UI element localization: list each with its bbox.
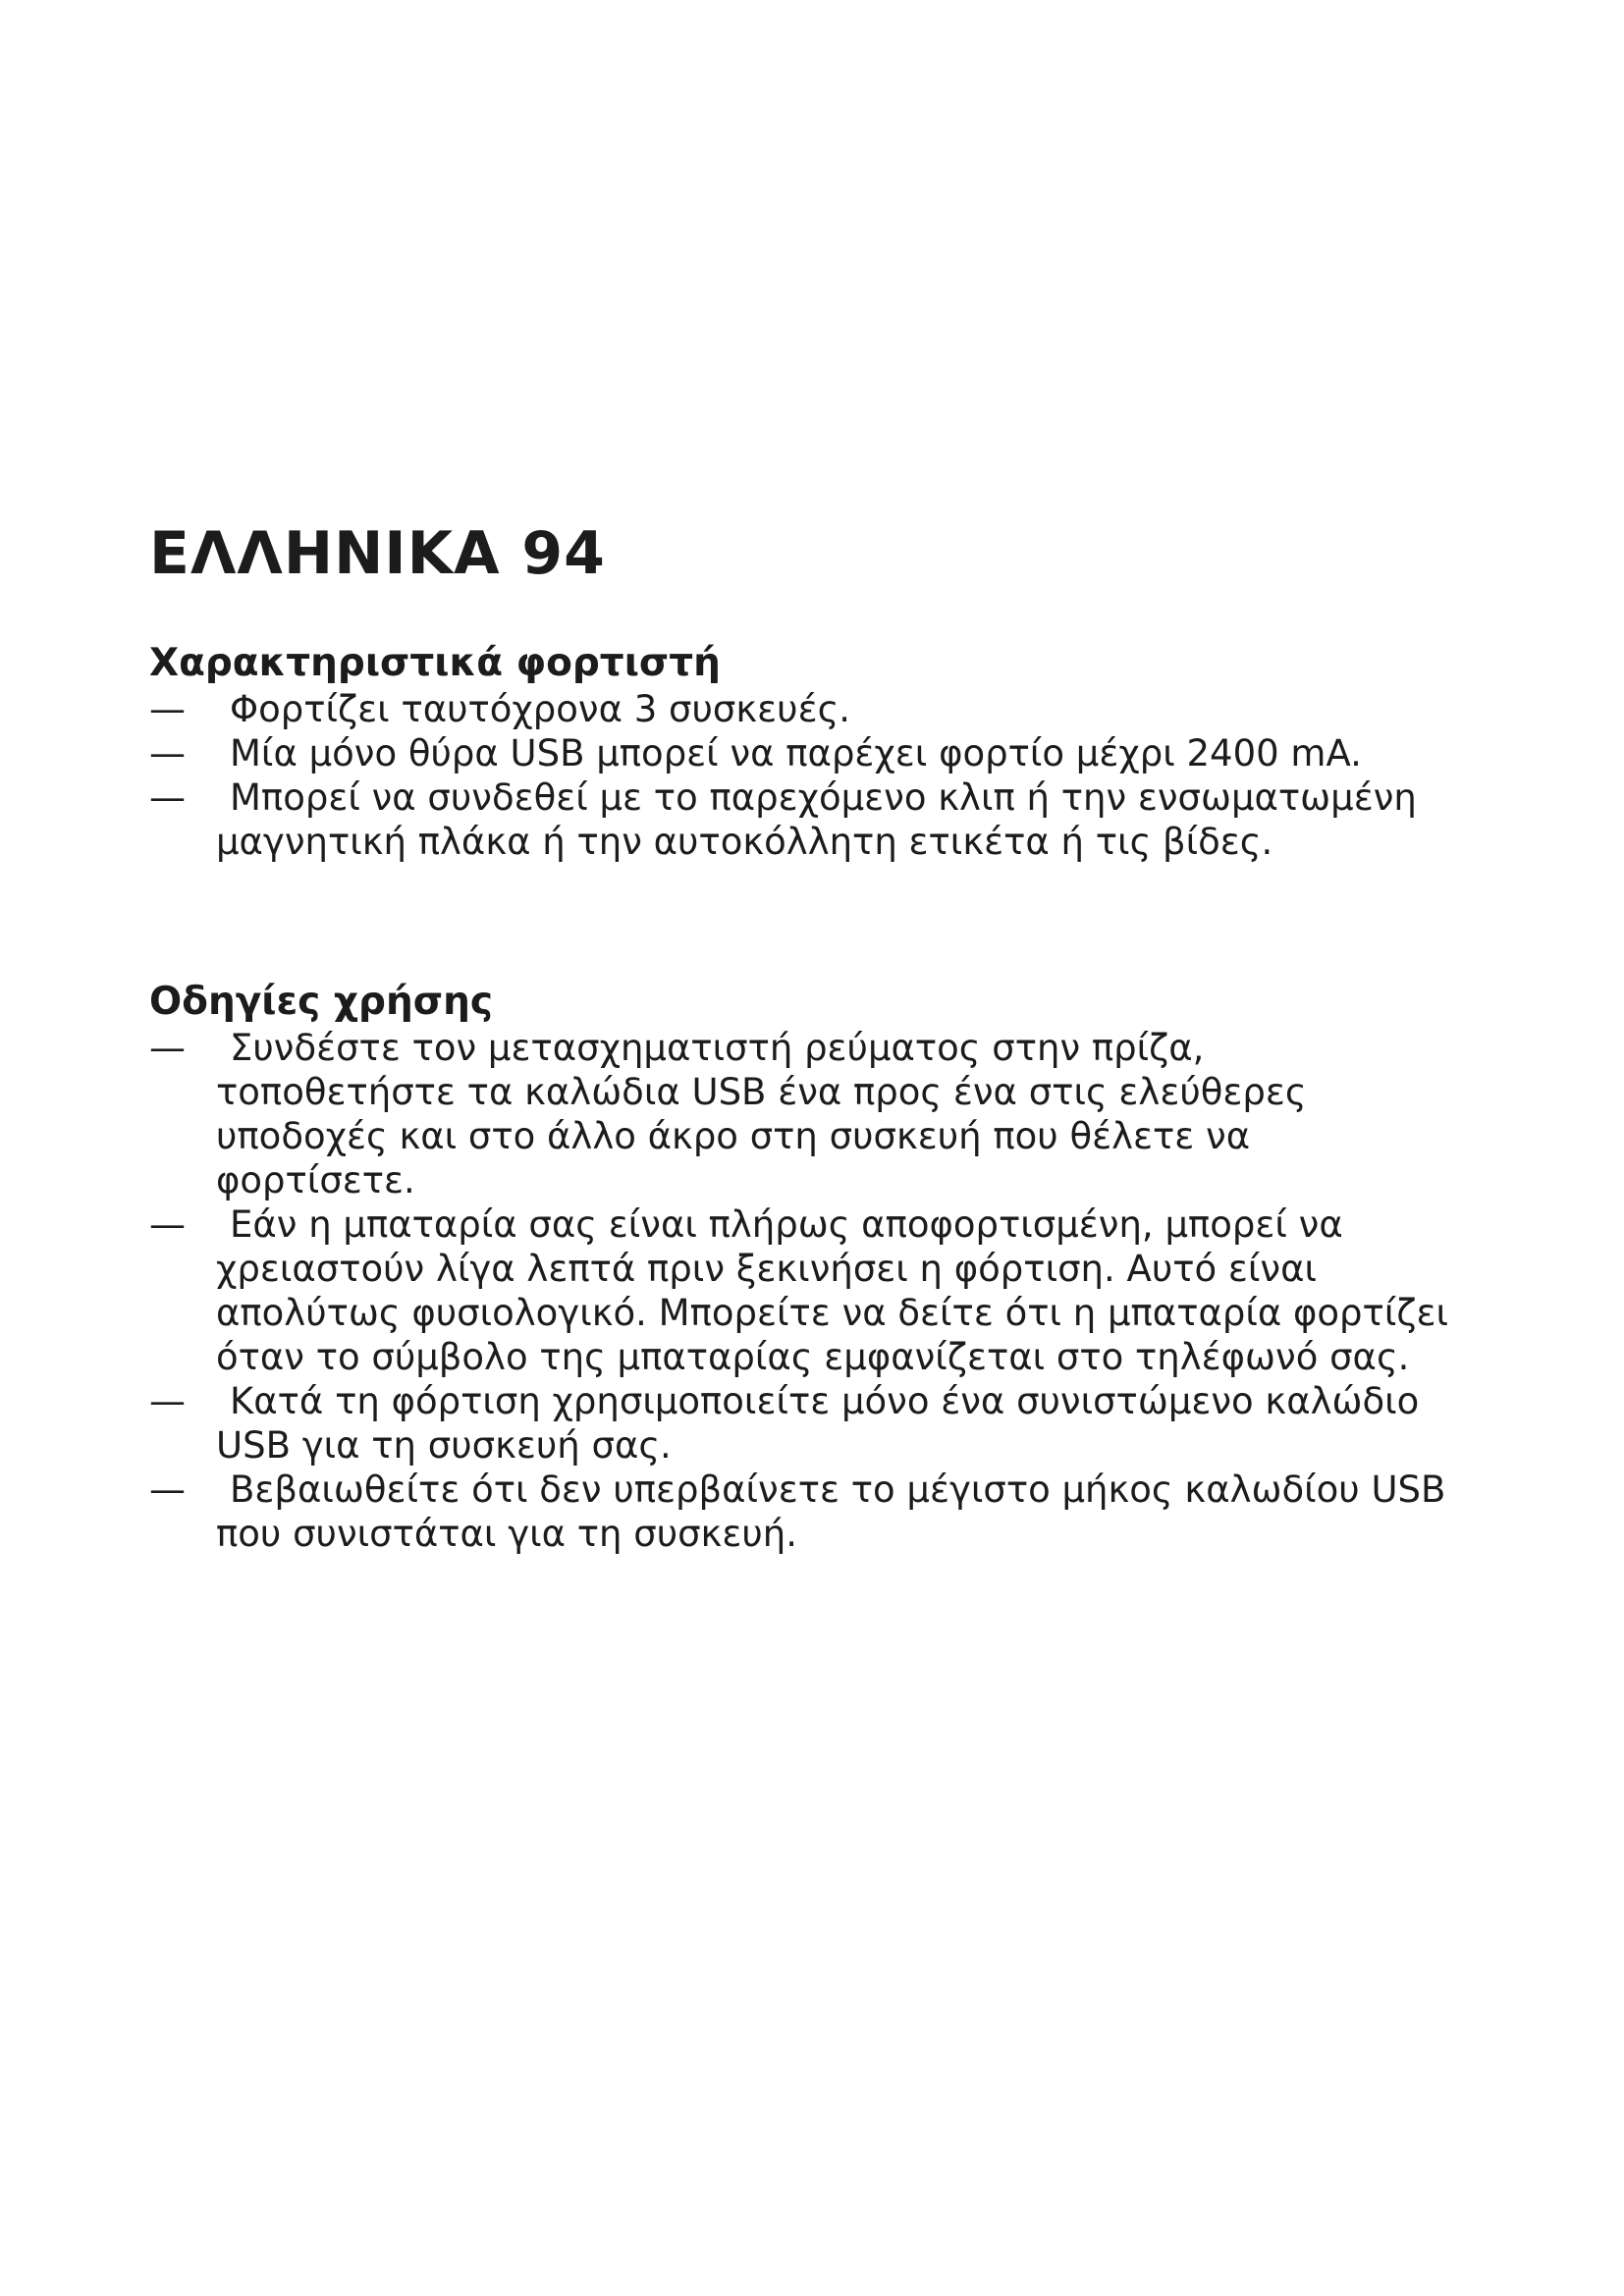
charger-features-list [149,687,1524,864]
list-item-text: Φορτίζει ταυτόχρονα 3 συσκευές. [230,688,851,730]
dash-bullet: — [149,688,186,730]
list-item [149,1379,1434,1468]
dash-bullet: — [149,1380,186,1422]
list-item [149,1202,1512,1379]
dash-bullet: — [149,776,186,819]
dash-bullet: — [149,1027,186,1069]
usage-instructions-section [149,979,1524,1556]
list-item-text: Μπορεί να συνδεθεί με το παρεχόμενο κλιπ ή την ενσωματωμένη μαγνητική πλάκα ή την αυτοκόλλητη ετικέτα ή τις βίδες. [216,776,1417,863]
list-item [149,687,1492,731]
dash-bullet: — [149,732,186,774]
list-item-text: Βεβαιωθείτε ότι δεν υπερβαίνετε το μέγιστο μήκος καλωδίου USB που συνιστάται για τη συσκευή. [216,1468,1446,1555]
page-title: ΕΛΛΗΝΙΚΑ 94 [149,519,606,588]
usage-instructions-list [149,1026,1524,1556]
list-item [149,731,1571,775]
dash-bullet: — [149,1468,186,1511]
list-item [149,775,1492,864]
list-item-text: Μία μόνο θύρα USB μπορεί να παρέχει φορτίο μέχρι 2400 mA. [230,732,1362,774]
list-item [149,1026,1453,1202]
usage-instructions-heading: Οδηγίες χρήσης [149,980,493,1024]
dash-bullet: — [149,1203,186,1246]
list-item [149,1468,1512,1556]
charger-features-section [149,640,1524,864]
list-item-text: Κατά τη φόρτιση χρησιμοποιείτε μόνο ένα συνιστώμενο καλώδιο USB για τη συσκευή σας. [216,1380,1420,1467]
charger-features-heading: Χαρακτηριστικά φορτιστή [149,641,721,685]
list-item-text: Συνδέστε τον μετασχηματιστή ρεύματος στην πρίζα, τοποθετήστε τα καλώδια USB ένα προς ένα στις ελεύθερες υποδοχές και στο άλλο άκρο στη συσκευή που θέλετε να φορτίσετε. [216,1027,1307,1201]
list-item-text: Εάν η μπαταρία σας είναι πλήρως αποφορτισμένη, μπορεί να χρειαστούν λίγα λεπτά πριν ξεκινήσει η φόρτιση. Αυτό είναι απολύτως φυσιολογικό. Μπορείτε να δείτε ότι η μπαταρία φορτίζει όταν το σύμβολο της μπαταρίας εμφανίζεται στο τηλέφωνό σας. [216,1203,1448,1378]
